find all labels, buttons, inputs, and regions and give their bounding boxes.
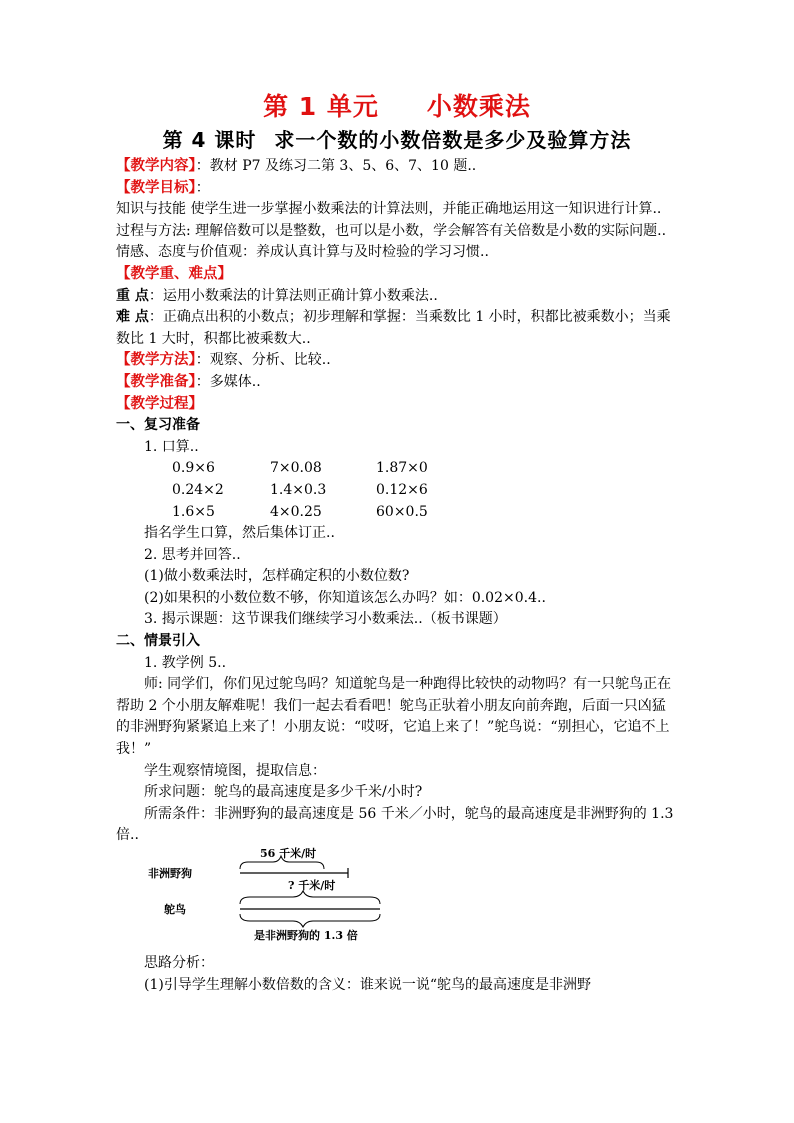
review-item-2: 2. 思考并回答.. [144, 546, 241, 563]
key-point-label: 重 点 [116, 287, 149, 304]
objectives-heading [116, 178, 678, 200]
dog-speed-label: 56 千米/时 [260, 847, 317, 860]
analysis-heading: 思路分析： [144, 955, 214, 971]
review-question-2: (2)如果积的小数位数不够，你知道该怎么办吗？如：0.02×0.4.. [144, 589, 546, 606]
review-title: 一、复习准备 [116, 417, 200, 434]
process-heading [116, 394, 678, 416]
prep-line [116, 372, 678, 394]
methods-line [116, 350, 678, 372]
calc-cell: 7×0.08 [270, 460, 322, 477]
prep-label: 【教学准备】 [116, 373, 196, 390]
calc-row [116, 502, 678, 524]
document-page [116, 90, 678, 996]
objectives-colon: ： [195, 179, 210, 196]
calc-cell: 1.4×0.3 [270, 481, 327, 498]
prep-text: ：多媒体.. [195, 373, 261, 390]
objectives-label: 【教学目标】 [116, 179, 196, 196]
calc-row [116, 480, 678, 502]
review-note: 指名学生口算，然后集体订正.. [144, 525, 335, 542]
ostrich-speed-label: ? 千米/时 [288, 879, 336, 892]
calc-cell: 0.24×2 [172, 481, 224, 498]
keypoints-heading [116, 264, 678, 286]
intro-story: 师: 同学们，你们见过鸵鸟吗？知道鸵鸟是一种跑得比较快的动物吗？有一只鸵鸟正在帮助 2 个小朋友解难呢！我们一起去看看吧！鸵鸟正驮着小朋友向前奔跑，后面一只凶猛的非洲野狗紧紧追上来了！小朋友说：“哎呀，它追上来了！”鸵鸟说：“别担心，它追不上我！” [116, 676, 672, 758]
calc-cell: 1.87×0 [376, 460, 428, 477]
calc-cell: 4×0.25 [270, 503, 322, 520]
calc-cell: 60×0.5 [376, 503, 428, 520]
intro-item-1: 1. 教学例 5.. [144, 654, 227, 671]
objective-attitude: 情感、态度与价值观：养成认真计算与及时检验的学习习惯.. [116, 244, 489, 261]
intro-title: 二、情景引入 [116, 633, 200, 650]
calc-cell: 1.6×5 [172, 503, 215, 520]
unit-number: 第 1 单元 [263, 92, 379, 121]
unit-title [116, 90, 678, 124]
difficult-point [116, 307, 678, 350]
ratio-label: 是非洲野狗的 1.3 倍 [254, 929, 358, 942]
review-question-1: (1)做小数乘法时，怎样确定积的小数位数? [144, 568, 410, 585]
intro-question: 所求问题：鸵鸟的最高速度是多少千米/小时? [144, 784, 423, 801]
calc-cell: 0.12×6 [376, 481, 428, 498]
ostrich-row-label: 鸵鸟 [164, 903, 186, 916]
dog-row-label: 非洲野狗 [148, 867, 192, 880]
objective-process: 过程与方法: 理解倍数可以是整数，也可以是小数，学会解答有关倍数是小数的实际问题.. [116, 222, 667, 239]
lesson-title [116, 124, 678, 156]
lesson-name: 求一个数的小数倍数是多少及验算方法 [274, 128, 632, 152]
objective-knowledge: 知识与技能 使学生进一步掌握小数乘法的计算法则，并能正确地运用这一知识进行计算.. [116, 201, 662, 218]
intro-observe: 学生观察情境图，提取信息： [144, 762, 326, 779]
unit-topic: 小数乘法 [426, 92, 531, 121]
methods-label: 【教学方法】 [116, 352, 196, 369]
difficult-point-label: 难 点 [116, 309, 149, 326]
line-segment-diagram [148, 849, 408, 953]
analysis-item-1: (1)引导学生理解小数倍数的含义：谁来说一说“鸵鸟的最高速度是非洲野 [144, 976, 591, 993]
keypoints-label: 【教学重、难点】 [116, 265, 232, 282]
bottom-brace [240, 914, 380, 927]
methods-text: ：观察、分析、比较.. [195, 352, 331, 369]
content-line [116, 156, 678, 178]
content-label: 【教学内容】 [116, 158, 196, 174]
review-item-3: 3. 揭示课题：这节课我们继续学习小数乘法..（板书课题） [144, 611, 507, 628]
key-point [116, 286, 678, 308]
lesson-number: 第 4 课时 [162, 128, 257, 152]
calc-row [116, 458, 678, 480]
process-label: 【教学过程】 [116, 395, 203, 412]
review-item-1: 1. 口算.. [144, 438, 199, 455]
intro-condition: 所需条件：非洲野狗的最高速度是 56 千米／小时，鸵鸟的最高速度是非洲野狗的 1.3 倍.. [116, 805, 674, 844]
calc-cell: 0.9×6 [172, 460, 215, 477]
key-point-text: ：运用小数乘法的计算法则正确计算小数乘法.. [148, 287, 438, 304]
difficult-point-text: ：正确点出积的小数点；初步理解和掌握：当乘数比 1 小时，积都比被乘数小；当乘数比 1 大时，积都比被乘数大.. [116, 309, 671, 347]
content-text: ：教材 P7 及练习二第 3、5、6、7、10 题.. [195, 158, 477, 174]
